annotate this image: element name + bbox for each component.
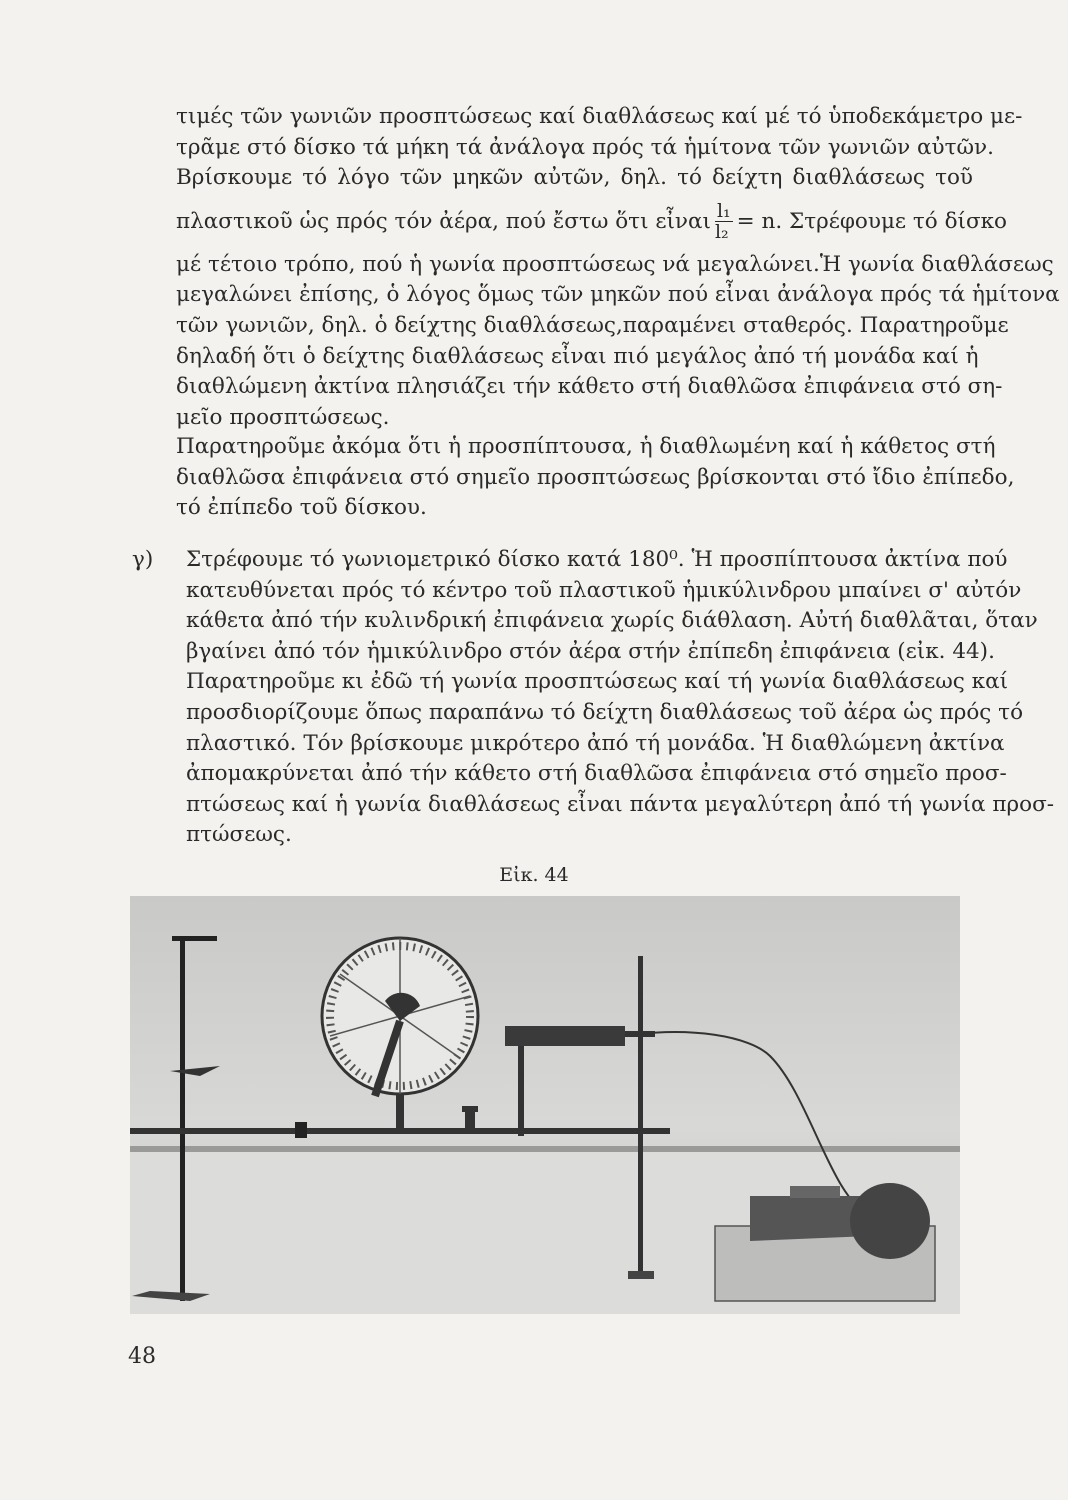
rod-clamp: [295, 1122, 307, 1138]
fraction: [715, 201, 733, 242]
holder: [465, 1111, 475, 1133]
text-line: πτώσεως.: [186, 822, 292, 848]
text-line: τῶν γωνιῶν, δηλ. ὁ δείχτης διαθλάσεως,παραμένει σταθερός. Παρατηροῦμε: [176, 312, 1009, 338]
transformer-coil: [850, 1183, 930, 1259]
list-marker: γ): [132, 547, 154, 572]
paragraph-3: [186, 545, 1055, 851]
text-line: πλαστικό. Τόν βρίσκουμε μικρότερο ἀπό τή μονάδα. Ἡ διαθλώμενη ἀκτίνα: [186, 730, 1005, 756]
text-line: τρᾶμε στό δίσκο τά μήκη τά ἀνάλογα πρός τά ἡμίτονα τῶν γωνιῶν αὐτῶν.: [176, 134, 994, 160]
text-line: πτώσεως καί ἡ γωνία διαθλάσεως εἶναι πάντα μεγαλύτερη ἀπό τή γωνία προσ-: [186, 791, 1055, 817]
page-number: 48: [128, 1344, 156, 1369]
lamp-post: [518, 1046, 524, 1136]
fraction-denominator: l₂: [714, 221, 729, 244]
text-line: μέ τέτοιο τρόπο, πού ἡ γωνία προσπτώσεως νά μεγαλώνει.Ἡ γωνία διαθλάσεως: [176, 251, 1054, 277]
paragraph-1: [176, 102, 1060, 433]
text-line: κάθετα ἀπό τήν κυλινδρική ἐπιφάνεια χωρίς διάθλαση. Αὐτή διαθλᾶται, ὅταν: [186, 608, 1038, 634]
text-line: δηλαδή ὅτι ὁ δείχτης διαθλάσεως εἶναι πιό μεγάλος ἀπό τή μονάδα καί ἡ: [176, 343, 979, 369]
figure-caption: Εἰκ. 44: [499, 864, 569, 886]
text-line: κατευθύνεται πρός τό κέντρο τοῦ πλαστικοῦ ἡμικύλινδρου μπαίνει σ' αὐτόν: [186, 577, 1022, 603]
text-line-with-fraction: [176, 194, 1007, 250]
text-line: προσδιορίζουμε ὅπως παραπάνω τό δείχτη διαθλάσεως τοῦ ἀέρα ὡς πρός τό: [186, 699, 1024, 725]
left-stand-arm: [172, 936, 217, 941]
left-stand-rod: [180, 941, 185, 1301]
terminal-block: [790, 1186, 840, 1198]
right-stand-rod: [638, 956, 643, 1276]
text-line: Παρατηροῦμε ἀκόμα ὅτι ἡ προσπίπτουσα, ἡ διαθλωμένη καί ἡ κάθετος στή: [176, 434, 996, 459]
text-line: Στρέφουμε τό γωνιομετρικό δίσκο κατά 180⁰. Ἡ προσπίπτουσα ἀκτίνα πού: [186, 547, 1008, 572]
lamp-tube: [505, 1026, 625, 1046]
fraction-numerator: l₁: [716, 200, 731, 223]
text-line: τό ἐπίπεδο τοῦ δίσκου.: [176, 495, 427, 521]
text-line: διαθλώμενη ἀκτίνα πλησιάζει τήν κάθετο στή διαθλῶσα ἐπιφάνεια στό ση-: [176, 374, 1003, 400]
text-fragment: πλαστικοῦ ὡς πρός τόν ἀέρα, πού ἔστω ὅτι εἶναι: [176, 208, 711, 234]
right-stand-base: [628, 1271, 654, 1279]
text-line: μεῖο προσπτώσεως.: [176, 404, 390, 430]
disc-post: [396, 1094, 404, 1130]
holder-top: [462, 1106, 478, 1112]
figure-photo: [130, 896, 960, 1314]
text-fragment: = n. Στρέφουμε τό δίσκο: [736, 208, 1007, 234]
text-line: τιμές τῶν γωνιῶν προσπτώσεως καί διαθλάσεως καί μέ τό ὑποδεκάμετρο με-: [176, 104, 1023, 129]
text-line: ἀπομακρύνεται ἀπό τήν κάθετο στή διαθλῶσα ἐπιφάνεια στό σημεῖο προσ-: [186, 761, 1007, 787]
paragraph-2: [176, 432, 1015, 524]
text-line: μεγαλώνει ἐπίσης, ὁ λόγος ὅμως τῶν μηκῶν πού εἶναι ἀνάλογα πρός τά ἡμίτονα: [176, 282, 1060, 308]
text-line: Παρατηροῦμε κι ἐδῶ τή γωνία προσπτώσεως καί τή γωνία διαθλάσεως καί: [186, 669, 1009, 695]
text-line: βγαίνει ἀπό τόν ἡμικύλινδρο στόν ἀέρα στήν ἐπίπεδη ἐπιφάνεια (εἰκ. 44).: [186, 638, 995, 664]
table-edge: [130, 1146, 960, 1152]
text-line: Βρίσκουμε τό λόγο τῶν μηκῶν αὐτῶν, δηλ. τό δείχτη διαθλάσεως τοῦ: [176, 165, 973, 191]
text-line: διαθλῶσα ἐπιφάνεια στό σημεῖο προσπτώσεως βρίσκονται στό ἴδιο ἐπίπεδο,: [176, 464, 1015, 490]
